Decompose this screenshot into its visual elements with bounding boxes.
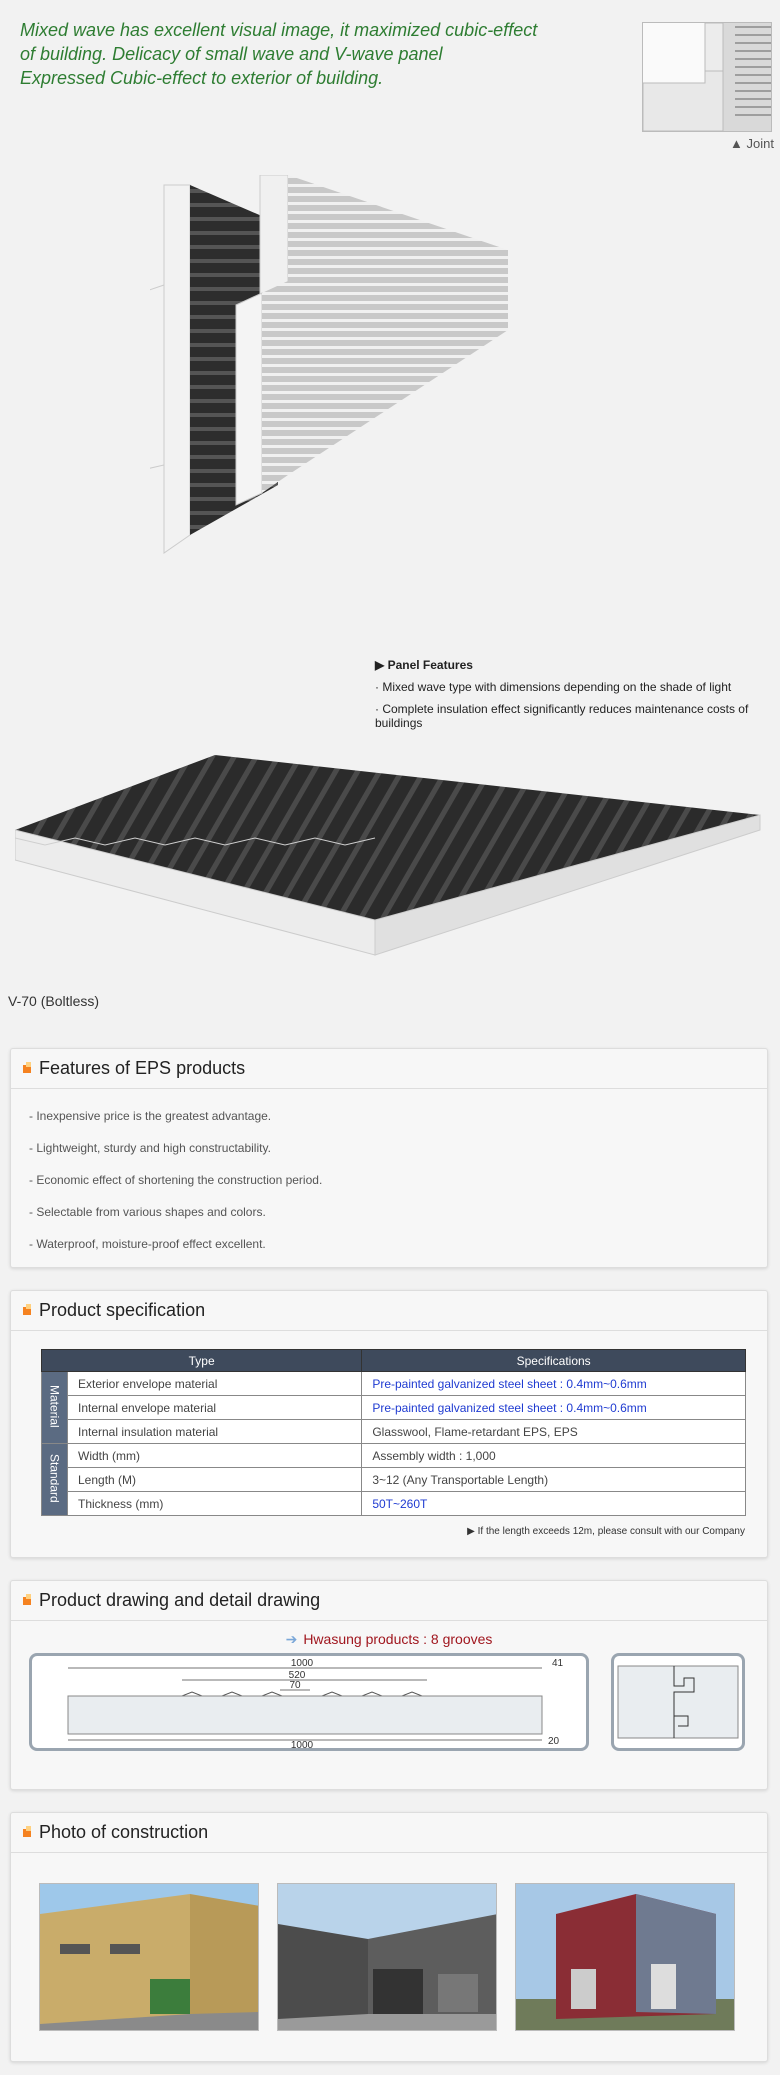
row-value: Pre-painted galvanized steel sheet : 0.4mm~0.6mm [362,1396,746,1420]
joint-detail-svg [614,1656,742,1748]
eps-features-section [10,1048,768,1268]
list-item: - Lightweight, sturdy and high constructability. [29,1141,271,1155]
column-header-spec: Specifications [362,1350,746,1372]
row-label: Width (mm) [68,1444,362,1468]
section-title: Product specification [39,1300,206,1320]
photo-building-grey [278,1884,497,2031]
sandwich-panel-illustration [150,175,680,645]
row-label: Internal envelope material [68,1396,362,1420]
drawing-caption [11,1631,767,1648]
section-title: Photo of construction [39,1822,209,1842]
column-header-type: Type [42,1350,362,1372]
cross-section-svg [32,1656,586,1748]
caption-text: Hwasung products : 8 grooves [303,1631,493,1647]
flat-panel-image [15,750,765,960]
bullet-icon [23,1307,31,1315]
group-material: Material [42,1372,68,1444]
construction-photos-section [10,1812,768,2062]
intro-line: Mixed wave has excellent visual image, it maximized cubic-effect [20,20,538,40]
v70-panel-illustration [15,750,765,960]
dim-bottom: 1000 [290,1740,314,1748]
panel-features [375,658,780,738]
construction-photo[interactable] [277,1883,497,2031]
bullet-icon [23,1829,31,1837]
table-row [42,1396,746,1420]
section-header [11,1581,767,1621]
section-header [11,1049,767,1089]
row-label: Exterior envelope material [68,1372,362,1396]
table-row [42,1372,746,1396]
row-label: Thickness (mm) [68,1492,362,1516]
construction-photo[interactable] [39,1883,259,2031]
row-value: 3~12 (Any Transportable Length) [362,1468,746,1492]
intro-line: of building. Delicacy of small wave and V-wave panel [20,44,443,64]
dim-mid: 520 [288,1670,306,1681]
row-label: Length (M) [68,1468,362,1492]
group-standard: Standard [42,1444,68,1516]
construction-photo[interactable] [515,1883,735,2031]
joint-label: ▲ Joint [730,136,774,151]
row-label: Internal insulation material [68,1420,362,1444]
joint-detail-drawing [611,1653,745,1751]
spec-note: ▶ If the length exceeds 12m, please consult with our Company [467,1526,745,1537]
dim-right-top: 41 [552,1658,564,1669]
photo-gallery [11,1853,767,2031]
photo-building-beige [40,1884,259,2031]
table-header-row [42,1350,746,1372]
eps-feature-list [11,1089,767,1289]
cross-section-drawing [29,1653,589,1751]
joint-drawing [643,23,771,131]
spec-table [41,1349,746,1516]
row-value: Pre-painted galvanized steel sheet : 0.4mm~0.6mm [362,1372,746,1396]
arrow-right-icon: ➔ [285,1631,298,1647]
section-title: Features of EPS products [39,1058,246,1078]
drawing-section [10,1580,768,1790]
intro-line: Expressed Cubic-effect to exterior of building. [20,68,384,88]
joint-detail-image [642,22,772,132]
row-value: Glasswool, Flame-retardant EPS, EPS [362,1420,746,1444]
table-row [42,1420,746,1444]
list-item: - Economic effect of shortening the construction period. [29,1173,323,1187]
section-header [11,1813,767,1853]
bullet-icon [23,1597,31,1605]
list-item: - Selectable from various shapes and colors. [29,1205,266,1219]
dim-top: 1000 [290,1658,314,1669]
table-row [42,1492,746,1516]
intro-text [20,18,540,90]
product-spec-section [10,1290,768,1558]
bullet-icon [23,1065,31,1073]
model-label: V-70 (Boltless) [8,993,100,1009]
photo-building-red [516,1884,735,2031]
table-row [42,1468,746,1492]
row-value: Assembly width : 1,000 [362,1444,746,1468]
panel-features-title: ▶ Panel Features [375,658,473,672]
section-header [11,1291,767,1331]
list-item: - Inexpensive price is the greatest advantage. [29,1109,272,1123]
dim-small: 70 [289,1680,301,1691]
row-value: 50T~260T [362,1492,746,1516]
panel-hero-image [150,175,680,645]
section-title: Product drawing and detail drawing [39,1590,321,1610]
table-row [42,1444,746,1468]
panel-feature-item: · Complete insulation effect significantly reduces maintenance costs of buildings [375,702,749,730]
dim-right-bottom: 20 [548,1736,560,1747]
panel-feature-item: · Mixed wave type with dimensions depending on the shade of light [375,680,732,694]
list-item: - Waterproof, moisture-proof effect excellent. [29,1237,266,1251]
